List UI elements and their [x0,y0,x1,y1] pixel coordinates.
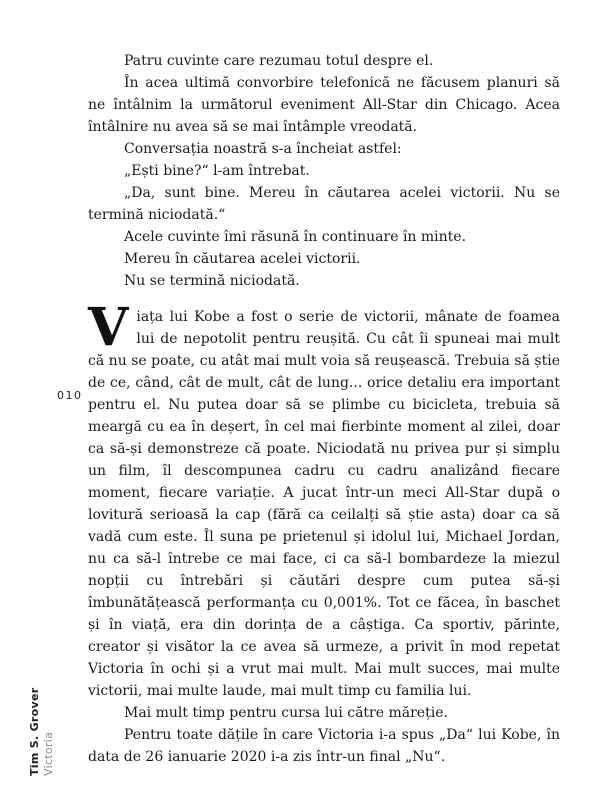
dropcap-paragraph [88,297,560,702]
text-block [88,50,560,768]
paragraph: În acea ultimă convorbire telefonică ne făcusem planuri să ne întâlnim la următorul eveniment All-Star din Chicago. Acea întâlnire nu avea să se mai întâmple vreodată. [88,75,560,135]
drop-cap: V [88,297,129,358]
paragraph: Mai mult timp pentru cursa lui către măreție. [124,705,448,721]
section-spacer [88,292,560,306]
spine-text [28,688,56,776]
spine-title: Victoria [42,731,55,776]
paragraph: Acele cuvinte îmi răsună în continuare în minte. [124,229,467,245]
paragraph: Nu se termină niciodată. [124,273,300,289]
paragraph: „Ești bine?“ l-am întrebat. [124,163,310,179]
spine-author: Tim S. Grover [28,687,41,776]
paragraph: Conversația noastră s-a încheiat astfel: [124,141,402,157]
paragraph: Patru cuvinte care rezumau totul despre el. [124,53,434,69]
paragraph: Mereu în căutarea acelei victorii. [124,251,361,267]
paragraph: Pentru toate dățile în care Victoria i-a spus „Da“ lui Kobe, în data de 26 ianuarie 2020 i-a zis într-un final „Nu“. [88,727,560,765]
paragraph-text: iața lui Kobe a fost o serie de victorii, mânate de foamea lui de nepotolit pentru reușită. Cu cât îi spuneai mai mult că nu se poate, cu atât mai mult voia să reușească. Trebuia să știe de ce, când, cât de mult, cât de lung... orice detaliu era important pentru el. Nu putea doar să se plimbe cu bicicleta, trebuia să meargă cu ea în deșert, în cel mai fierbinte moment al zilei, doar ca să-și demonstreze că poate. Niciodată nu privea pur și simplu un film, îl descompunea cadru cu cadru analizând fiecare moment, fiecare variație. A jucat într-un meci All-Star după o lovitură serioasă la cap (fără ca ceilalți să știe asta) doar ca să vadă cum este. Îl suna pe prietenul și idolul lui, Michael Jordan, nu ca să-l întrebe ce mai face, ci ca să-l bombardeze la miezul nopții cu întrebări și căutări despre cum putea să-și îmbunătățească performanța cu 0,001%. Tot ce făcea, în baschet și în viață, era din dorința de a câștiga. Ca sportiv, părinte, creator și visător la ce avea să urmeze, a privit în mod repetat Victoria în ochi și a vrut mai mult. Mai mult succes, mai multe victorii, mai multe laude, mai mult timp cu familia lui. [88,309,560,699]
page-number: 010 [57,389,83,402]
paragraph: „Da, sunt bine. Mereu în căutarea acelei victorii. Nu se termină niciodată.“ [88,185,560,223]
